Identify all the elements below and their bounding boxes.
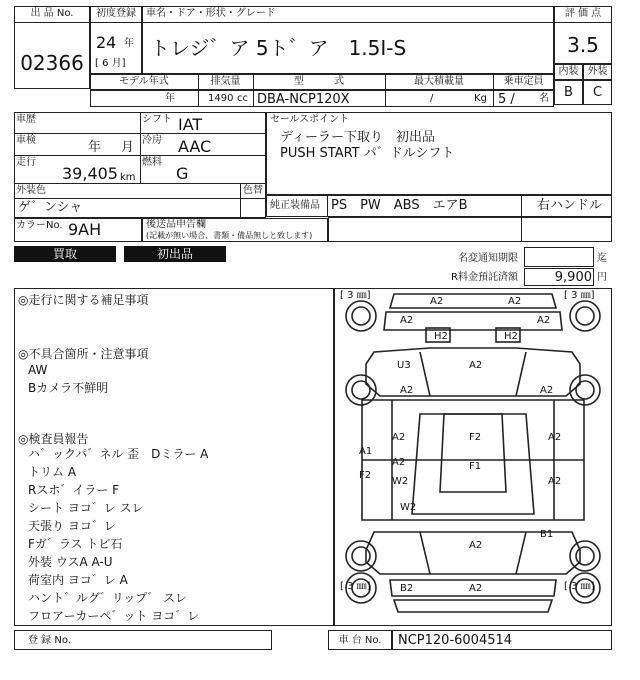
chassis-label: 車 台 No. [338, 635, 382, 646]
exterior-grade: C [592, 85, 603, 100]
recycle-label: R料金預託済額 [451, 272, 518, 283]
rating-value: 3.5 [567, 33, 599, 57]
defect-notes-title: ◎不具合箇所・注意事項 [18, 347, 149, 361]
cc-unit: cc [237, 93, 248, 104]
color-value: ゲ゛ンシャ [18, 200, 83, 215]
damage-mark: A2 [400, 385, 414, 396]
extra-box [328, 217, 612, 242]
inspector-line: Fガ゛ラス トビ石 [28, 537, 123, 551]
model-value: DBA-NCP120X [257, 92, 350, 107]
damage-mark: A2 [469, 540, 483, 551]
lot-label: 出 品 No. [30, 8, 74, 19]
inspector-line: 天張り ヨコ゛レ [28, 519, 116, 533]
car-info-label: 車名・ドア・形状・グレード [146, 8, 276, 19]
damage-mark: F2 [359, 470, 372, 481]
tire-depth-fr: [ 3 ㎜] [564, 290, 595, 301]
displacement-value: 1490 [208, 93, 234, 104]
damage-mark: A2 [430, 296, 444, 307]
tire-depth-rr: [ 3 ㎜] [564, 581, 595, 592]
notice-box [524, 247, 594, 267]
sales-point-line1: ディーラー下取り 初出品 [280, 130, 435, 145]
color-label: 外装色 [16, 185, 46, 196]
history-label: 車歴 [16, 114, 36, 125]
car-diagram-outline [334, 288, 612, 626]
divider [14, 198, 266, 199]
inspector-line: トリム A [28, 465, 77, 479]
first-listing-tag: 初出品 [124, 246, 226, 262]
inspection-year: 年 [88, 140, 102, 155]
displacement-label: 排気量 [210, 76, 241, 87]
divider [521, 195, 522, 217]
divider [327, 195, 328, 217]
handle-side: 右ハンドル [537, 198, 603, 213]
reg-year-unit: 年 [124, 38, 134, 49]
color-no-value: 9AH [68, 220, 102, 239]
buy-tag: 買取 [14, 246, 116, 262]
ac-label: 冷房 [142, 135, 162, 146]
inspector-line: 荷室内 ヨコ゛レ A [28, 573, 128, 587]
shift-value: IAT [178, 115, 203, 134]
damage-mark: A2 [469, 360, 483, 371]
damage-mark: F1 [469, 461, 482, 472]
model-year-unit: 年 [165, 93, 175, 104]
model-year-label: モデル年式 [119, 76, 169, 87]
rating-label: 評 価 点 [564, 8, 602, 19]
divider [521, 217, 522, 242]
damage-mark: A2 [548, 432, 562, 443]
sales-point-line2: PUSH START パ゛ドルシフト [280, 146, 455, 161]
chassis-value: NCP120-6004514 [398, 633, 513, 648]
divider [140, 112, 141, 183]
fuel-label: 燃料 [142, 157, 162, 168]
kg-unit: Kg [474, 93, 487, 104]
equipment-value: PS PW ABS エアB [331, 198, 468, 213]
mileage-value: 39,405 [62, 164, 118, 183]
mileage-label: 走行 [16, 157, 36, 168]
damage-mark: F2 [469, 432, 482, 443]
damage-mark: A2 [540, 385, 554, 396]
damage-mark: W2 [392, 476, 409, 487]
damage-mark: W2 [400, 502, 417, 513]
damage-mark: A2 [392, 457, 406, 468]
inspector-line: ハント゛ルグ゛リップ゛ スレ [28, 591, 188, 605]
color-no-label: カラーNo. [16, 220, 63, 231]
tire-depth-rl: [ 3 ㎜] [340, 581, 371, 592]
damage-mark: A2 [548, 476, 562, 487]
capacity-label: 乗車定員 [503, 76, 544, 87]
recycle-value: 9,900 [554, 270, 592, 285]
inspection-month: 月 [121, 140, 135, 155]
damage-mark: A2 [469, 583, 483, 594]
notice-unit: 迄 [597, 253, 607, 264]
first-reg-label: 初度登録 [96, 8, 136, 19]
fuel-value: G [176, 164, 189, 183]
damage-mark: U3 [397, 360, 411, 371]
exterior-label: 外装 [587, 66, 608, 77]
model-label: 型 式 [294, 76, 344, 87]
sales-point-title: セールスポイント [270, 114, 350, 125]
equipment-label: 純正装備品 [270, 200, 320, 211]
driving-notes-title: ◎走行に関する補足事項 [18, 293, 149, 307]
shift-label: シフト [142, 114, 172, 125]
damage-mark: B2 [400, 583, 414, 594]
max-load-label: 最大積載量 [414, 76, 464, 87]
person-unit: 名 [539, 93, 549, 104]
later-doc-label: 後送品申告欄 [146, 219, 206, 230]
later-doc-note: (記載が無い場合、書類・備品無しと致します) [146, 231, 313, 240]
reg-year: 24 [96, 33, 117, 52]
defect-line: Bカメラ不鮮明 [28, 381, 109, 395]
divider [14, 183, 266, 184]
load-slash: / [430, 93, 434, 104]
km-unit: km [120, 172, 136, 183]
damage-mark: A2 [392, 432, 406, 443]
damage-mark: H2 [434, 331, 448, 342]
damage-mark: B1 [540, 529, 554, 540]
interior-grade: B [564, 85, 573, 100]
color-change-label: 色替 [243, 185, 263, 196]
ac-value: AAC [178, 137, 212, 156]
damage-mark: H2 [504, 331, 518, 342]
capacity-value: 5 / [498, 92, 515, 107]
inspector-line: Rスホ゛イラー F [28, 483, 120, 497]
damage-mark: A2 [537, 315, 551, 326]
damage-mark: A2 [400, 315, 414, 326]
reg-no-label: 登 録 No. [28, 635, 71, 646]
notice-label: 名変通知期限 [458, 253, 518, 264]
interior-label: 内装 [558, 66, 579, 77]
inspection-label: 車検 [16, 135, 36, 146]
defect-line: AW [28, 363, 48, 377]
damage-mark: A1 [359, 446, 373, 457]
yen-unit: 円 [597, 272, 607, 283]
divider [240, 183, 241, 218]
reg-month: [ 6 月] [95, 58, 126, 69]
car-name: トレジ゛ア 5ト゛ア 1.5I-S [150, 36, 407, 60]
inspector-line: 外装 ウスA A-U [28, 555, 113, 569]
tire-depth-fl: [ 3 ㎜] [340, 290, 371, 301]
damage-mark: A2 [508, 296, 522, 307]
inspector-title: ◎検査員報告 [18, 432, 89, 446]
inspector-line: フロアーカーペ゛ット ヨコ゛レ [28, 609, 200, 623]
inspector-line: ハ゛ックパ゛ネル 歪 Dミラー A [28, 447, 209, 461]
lot-number: 02366 [20, 51, 84, 75]
inspector-line: シート ヨコ゛レ スレ [28, 501, 144, 515]
